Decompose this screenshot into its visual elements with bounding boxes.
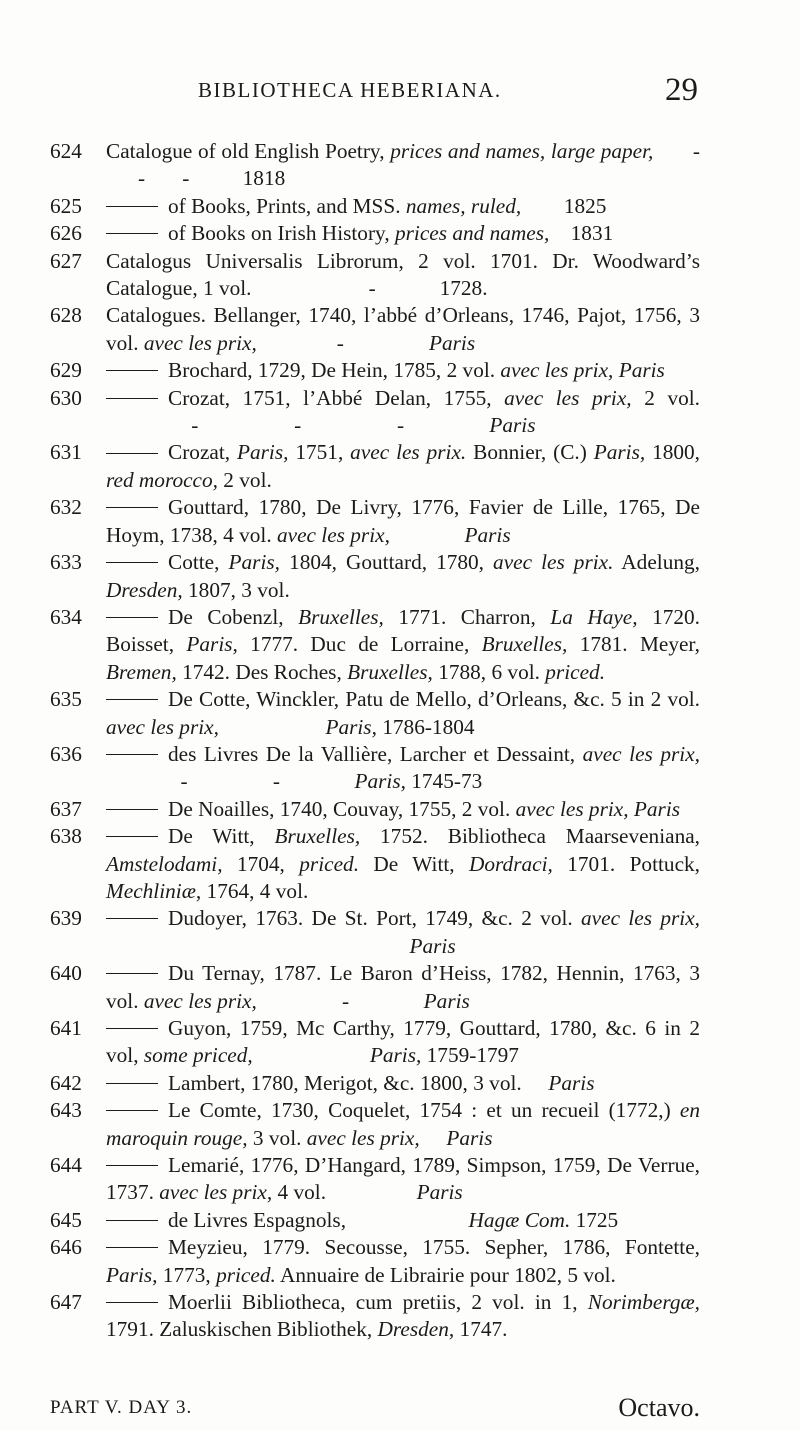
entry-number: 640: [50, 961, 82, 986]
catalogue-entry: [50, 385, 700, 440]
entry-text: Dudoyer, 1763. De St. Port, 1749, &c. 2 vol. avec les prix, Paris: [106, 905, 700, 960]
entry-text: des Livres De la Vallière, Larcher et Dessaint, avec les prix, - - Paris, 1745-73: [106, 741, 700, 794]
entry-text: Lemarié, 1776, D’Hangard, 1789, Simpson, 1759, De Verrue, 1737. avec les prix, 4 vol. Paris: [106, 1153, 700, 1205]
ditto-rule: [106, 233, 158, 234]
entry-text: De Noailles, 1740, Couvay, 1755, 2 vol. avec les prix, Paris: [106, 796, 700, 823]
page-footer: [50, 1393, 700, 1427]
catalogue-entry: [50, 549, 700, 604]
entry-text: Guyon, 1759, Mc Carthy, 1779, Gouttard, 1780, &c. 6 in 2 vol, some priced, Paris, 1759-1797: [106, 1016, 700, 1068]
catalogue-entry: [50, 741, 700, 796]
entry-number: 634: [50, 604, 82, 629]
signature-mark: PART V. DAY 3.: [50, 1397, 193, 1418]
entry-text: Lambert, 1780, Merigot, &c. 1800, 3 vol. Paris: [106, 1070, 700, 1097]
ditto-rule: [106, 1220, 158, 1221]
catalogue-entry: [50, 138, 700, 193]
entry-text: of Books on Irish History, prices and names, 1831: [106, 220, 700, 247]
ditto-rule: [106, 699, 158, 700]
ditto-rule: [106, 809, 158, 810]
entry-text: de Livres Espagnols, Hagæ Com. 1725: [106, 1207, 700, 1234]
catalogue-entry: [50, 1097, 700, 1152]
ditto-rule: [106, 1110, 158, 1111]
format-label: Octavo.: [618, 1393, 700, 1422]
entry-number: 626: [50, 221, 82, 246]
catalogue-entry: [50, 960, 700, 1015]
ditto-rule: [106, 973, 158, 974]
ditto-rule: [106, 836, 158, 837]
entry-text: Brochard, 1729, De Hein, 1785, 2 vol. avec les prix, Paris: [106, 357, 700, 384]
entry-number: 636: [50, 741, 82, 766]
ditto-rule: [106, 398, 158, 399]
entry-text: Le Comte, 1730, Coquelet, 1754 : et un recueil (1772,) en maroquin rouge, 3 vol. avec les prix, Paris: [106, 1098, 700, 1150]
catalogue-entry: [50, 302, 700, 357]
entry-number: 629: [50, 358, 82, 383]
ditto-rule: [106, 1247, 158, 1248]
running-title: BIBLIOTHECA HEBERIANA.: [198, 78, 502, 102]
entry-number: 644: [50, 1153, 82, 1178]
entry-number: 646: [50, 1235, 82, 1260]
ditto-rule: [106, 562, 158, 563]
catalogue-entry: [50, 494, 700, 549]
ditto-rule: [106, 507, 158, 508]
entry-number: 633: [50, 550, 82, 575]
ditto-rule: [106, 370, 158, 371]
entry-number: 638: [50, 824, 82, 849]
entry-number: 625: [50, 193, 82, 218]
entry-text: De Cobenzl, Bruxelles, 1771. Charron, La Haye, 1720. Boisset, Paris, 1777. Duc de Lorraine, Bruxelles, 1781. Meyer, Bremen, 1742. Des Roches, Bruxelles, 1788, 6 vol. priced.: [106, 604, 700, 684]
catalogue-entry: [50, 686, 700, 741]
entry-number: 635: [50, 687, 82, 712]
ditto-rule: [106, 453, 158, 454]
entry-number: 641: [50, 1016, 82, 1040]
entry-text: Moerlii Bibliotheca, cum pretiis, 2 vol. in 1, Norimbergæ, 1791. Zaluskischen Bibliothek, Dresden, 1747.: [106, 1290, 700, 1342]
catalogue-entry: [50, 823, 700, 905]
catalogue-entries: [50, 138, 700, 1344]
entry-number: 630: [50, 385, 82, 410]
ditto-rule: [106, 918, 158, 919]
entry-number: 631: [50, 440, 82, 465]
entry-text: De Cotte, Winckler, Patu de Mello, d’Orleans, &c. 5 in 2 vol. avec les prix, Paris, 1786-1804: [106, 687, 700, 739]
running-header: [118, 72, 698, 112]
entry-number: 624: [50, 139, 82, 163]
entry-number: 632: [50, 495, 82, 520]
ditto-rule: [106, 1302, 158, 1303]
entry-text: Catalogus Universalis Librorum, 2 vol. 1701. Dr. Woodward’s Catalogue, 1 vol. - 1728.: [106, 248, 700, 301]
catalogue-entry: [50, 604, 700, 686]
catalogue-entry: [50, 439, 700, 494]
entry-text: Du Ternay, 1787. Le Baron d’Heiss, 1782, Hennin, 1763, 3 vol. avec les prix, - Paris: [106, 961, 700, 1013]
entry-text: Meyzieu, 1779. Secousse, 1755. Sepher, 1786, Fontette, Paris, 1773, priced. Annuaire de Librairie pour 1802, 5 vol.: [106, 1235, 700, 1287]
catalogue-entry: [50, 357, 700, 384]
page-number: 29: [665, 72, 698, 108]
catalogue-entry: [50, 248, 700, 303]
catalogue-entry: [50, 905, 700, 960]
catalogue-entry: [50, 1070, 700, 1097]
catalogue-entry: [50, 1289, 700, 1344]
ditto-rule: [106, 206, 158, 207]
catalogue-entry: [50, 796, 700, 823]
entry-text: Crozat, 1751, l’Abbé Delan, 1755, avec les prix, 2 vol. - - - Paris: [106, 385, 700, 438]
entry-number: 642: [50, 1070, 82, 1095]
entry-number: 647: [50, 1290, 82, 1315]
ditto-rule: [106, 1165, 158, 1166]
entry-text: Cotte, Paris, 1804, Gouttard, 1780, avec les prix. Adelung, Dresden, 1807, 3 vol.: [106, 550, 700, 602]
entry-text: Catalogues. Bellanger, 1740, l’abbé d’Orleans, 1746, Pajot, 1756, 3 vol. avec les prix, - Paris: [106, 303, 700, 355]
entry-text: Crozat, Paris, 1751, avec les prix. Bonnier, (C.) Paris, 1800, red morocco, 2 vol.: [106, 440, 700, 492]
entry-number: 639: [50, 906, 82, 931]
entry-number: 627: [50, 248, 82, 273]
entry-number: 643: [50, 1098, 82, 1123]
ditto-rule: [106, 1083, 158, 1084]
entry-text: Catalogue of old English Poetry, prices and names, large paper, - - - 1818: [106, 139, 700, 191]
entry-number: 645: [50, 1207, 82, 1232]
entry-number: 637: [50, 796, 82, 821]
entry-text: De Witt, Bruxelles, 1752. Bibliotheca Maarseveniana, Amstelodami, 1704, priced. De Witt, Dordraci, 1701. Pottuck, Mechliniæ, 1764, 4 vol.: [106, 824, 700, 903]
catalogue-entry: [50, 220, 700, 247]
ditto-rule: [106, 617, 158, 618]
entry-number: 628: [50, 303, 82, 328]
catalogue-entry: [50, 193, 700, 220]
ditto-rule: [106, 754, 158, 755]
entry-text: Gouttard, 1780, De Livry, 1776, Favier de Lille, 1765, De Hoym, 1738, 4 vol. avec les prix, Paris: [106, 495, 700, 547]
catalogue-entry: [50, 1152, 700, 1207]
catalogue-entry: [50, 1015, 700, 1070]
ditto-rule: [106, 1028, 158, 1029]
entry-text: of Books, Prints, and MSS. names, ruled, 1825: [106, 193, 700, 220]
catalogue-entry: [50, 1234, 700, 1289]
catalogue-entry: [50, 1207, 700, 1234]
